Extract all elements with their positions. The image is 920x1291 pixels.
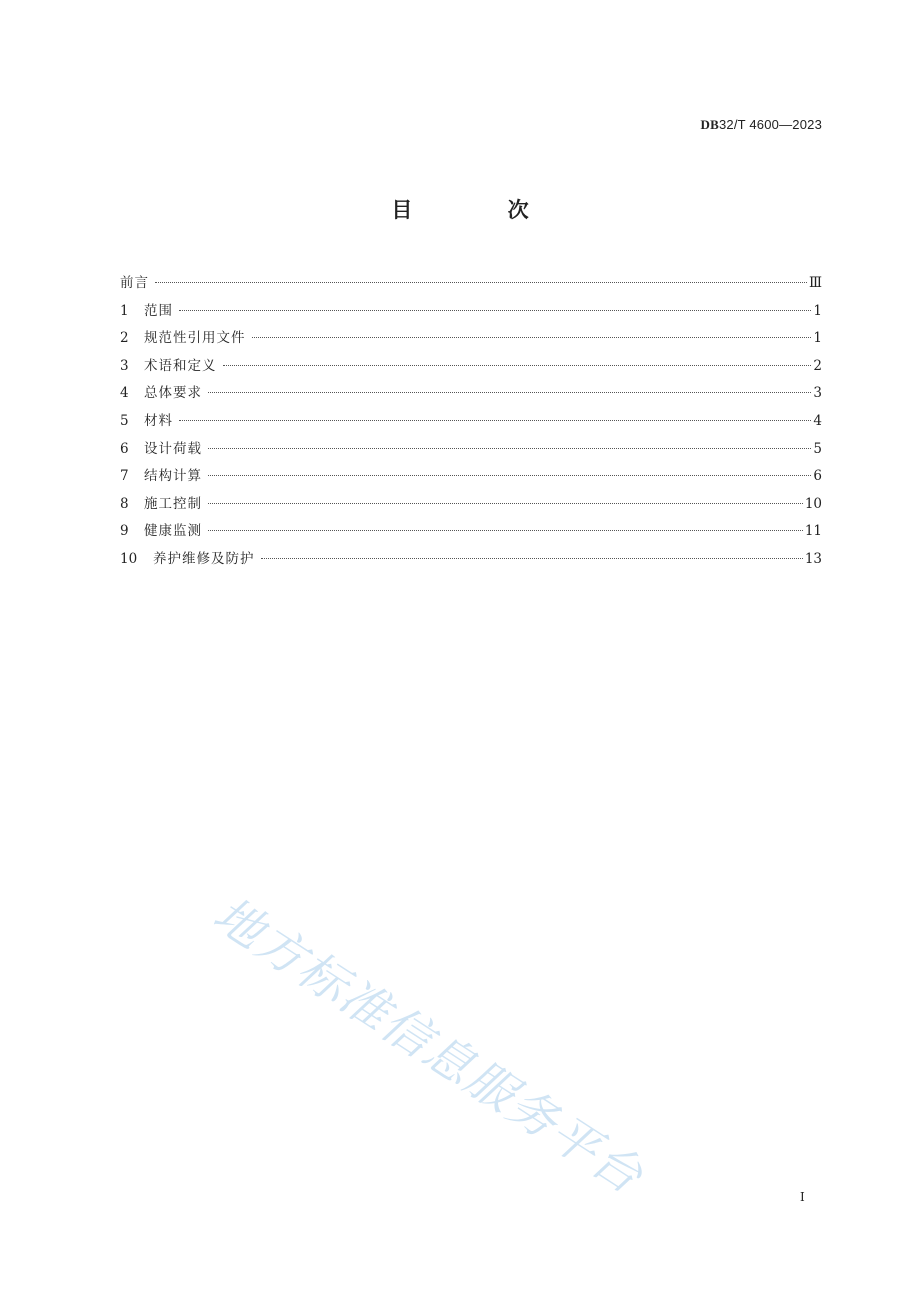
page-title: 目 次 [391,198,573,222]
toc-entry-page: 4 [813,412,822,429]
toc-leader-dots [208,503,803,504]
toc-entry-label: 术语和定义 [144,357,217,374]
toc-entry-structural-calculation[interactable] [120,464,822,492]
toc-entry-scope[interactable] [120,299,822,327]
toc-leader-dots [208,392,811,393]
toc-entry-label: 总体要求 [144,385,202,402]
toc-entry-page: 5 [813,440,822,457]
toc-entry-foreword[interactable] [120,271,822,299]
toc-entry-terms-definitions[interactable] [120,354,822,382]
toc-entry-label: 施工控制 [144,495,202,512]
standard-code-prefix: DB [700,117,719,132]
toc-entry-number: 9 [120,523,129,540]
toc-entry-number: 10 [120,550,138,567]
toc-entry-page: 1 [813,330,822,347]
toc-entry-label: 材料 [144,412,173,429]
toc-entry-page: 6 [813,468,822,485]
toc-leader-dots [261,558,803,559]
toc-leader-dots [179,420,811,421]
toc-entry-general-requirements[interactable] [120,381,822,409]
toc-leader-dots [155,282,807,283]
toc-leader-dots [223,365,812,366]
toc-entry-page: Ⅲ [808,275,822,291]
standard-code-number: 32/T 4600—2023 [718,117,822,132]
toc-entry-materials[interactable] [120,409,822,437]
toc-entry-normative-references[interactable] [120,326,822,354]
toc-entry-maintenance-protection[interactable] [120,547,822,575]
toc-entry-page: 2 [813,357,822,374]
toc-entry-number: 2 [120,330,129,347]
toc-entry-page: 1 [813,302,822,319]
toc-entry-page: 3 [813,385,822,402]
toc-entry-number: 1 [120,302,129,319]
toc-entry-number: 7 [120,468,129,485]
toc-leader-dots [252,337,812,338]
toc-leader-dots [208,448,811,449]
toc-entry-number: 8 [120,495,129,512]
toc-leader-dots [208,530,803,531]
toc-entry-page: 11 [804,523,822,540]
toc-entry-label: 健康监测 [144,523,202,540]
table-of-contents [120,271,822,575]
toc-entry-label: 设计荷载 [144,440,202,457]
toc-entry-health-monitoring[interactable] [120,519,822,547]
toc-entry-number: 4 [120,385,129,402]
toc-entry-label: 结构计算 [144,468,202,485]
toc-entry-label: 范围 [144,302,173,319]
page-number: I [800,1190,805,1204]
toc-entry-label: 养护维修及防护 [153,550,255,567]
standard-code [701,117,823,133]
toc-entry-page: 10 [804,495,822,512]
toc-entry-label: 前言 [120,275,149,291]
toc-entry-page: 13 [804,550,822,567]
toc-entry-design-load[interactable] [120,437,822,465]
toc-entry-construction-control[interactable] [120,492,822,520]
toc-leader-dots [208,475,811,476]
toc-entry-number: 3 [120,357,129,374]
toc-entry-number: 6 [120,440,129,457]
toc-entry-number: 5 [120,412,129,429]
toc-leader-dots [179,310,811,311]
watermark: 地方标准信息服务平台 [203,886,654,1206]
toc-entry-label: 规范性引用文件 [144,330,246,347]
